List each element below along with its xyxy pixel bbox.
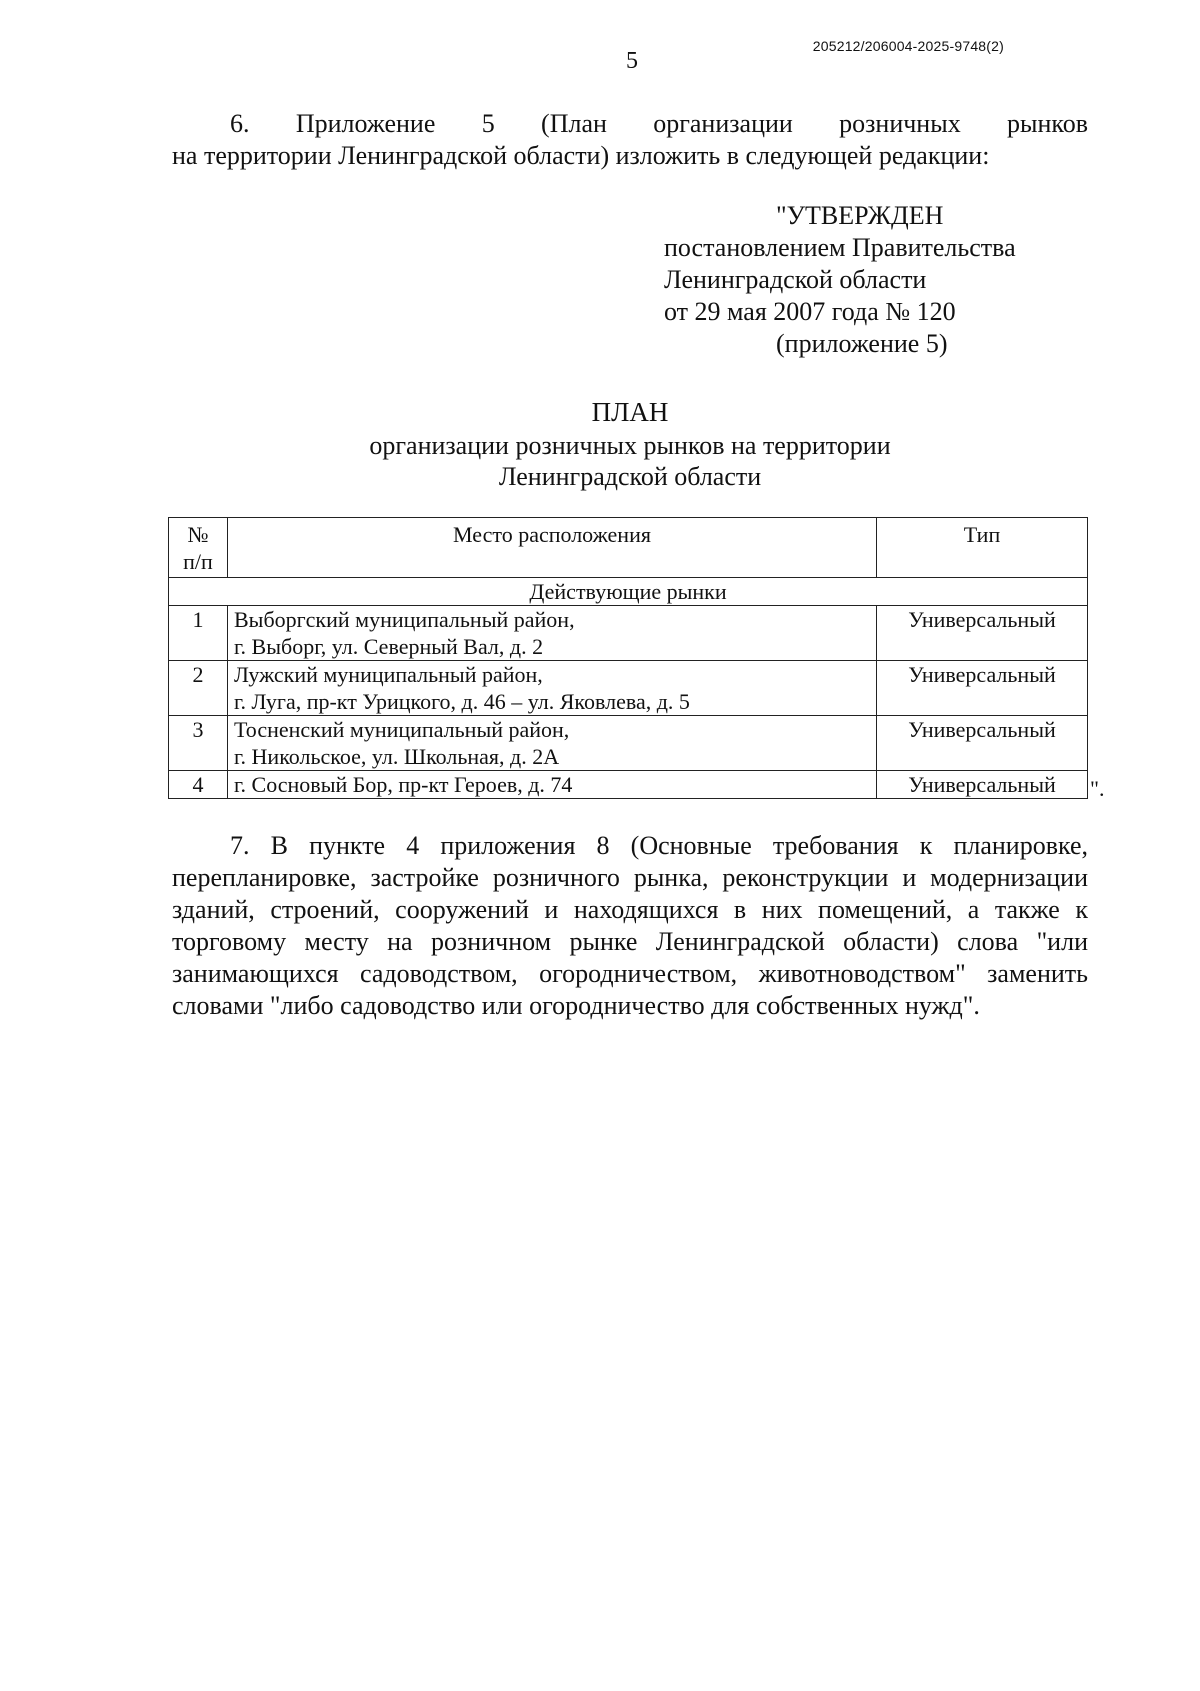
row-type: Универсальный — [877, 661, 1088, 716]
markets-table — [168, 517, 1088, 799]
row-type: Универсальный — [877, 716, 1088, 771]
approval-line-4: от 29 мая 2007 года № 120 — [664, 297, 956, 326]
table-row — [169, 716, 1088, 771]
row-number: 4 — [169, 771, 228, 799]
row-number: 1 — [169, 606, 228, 661]
header-type: Тип — [877, 518, 1088, 578]
item-6-paragraph — [172, 108, 1088, 172]
approval-title: "УТВЕРЖДЕН — [776, 201, 944, 230]
plan-heading — [172, 394, 1088, 492]
closing-quote: ". — [1090, 776, 1105, 801]
approval-line-2: постановлением Правительства — [664, 233, 1016, 262]
row-type: Универсальный — [877, 606, 1088, 661]
table-row — [169, 771, 1088, 799]
item-7-text: 7. В пункте 4 приложения 8 (Основные требования к планировке, перепланировке, застройке розничного рынка, реконструкции и модернизации зданий, строений, сооружений и находящихся в них помещений, а также к торговому месту на розничном рынке Ленинградской области) слова "или занимающихся садоводством, огородничеством, животноводством" заменить словами "либо садоводство или огородничество для собственных нужд". — [172, 831, 1088, 1020]
table-row — [169, 606, 1088, 661]
row-type: Универсальный — [877, 771, 1088, 799]
row-number: 2 — [169, 661, 228, 716]
item-6-line-2: на территории Ленинградской области) изложить в следующей редакции: — [172, 141, 990, 170]
row-location: Лужский муниципальный район, г. Луга, пр-кт Урицкого, д. 46 – ул. Яковлева, д. 5 — [228, 661, 877, 716]
header-location: Место расположения — [228, 518, 877, 578]
approval-stamp — [664, 200, 1016, 360]
header-number: № п/п — [169, 518, 228, 578]
row-location: Выборгский муниципальный район, г. Выборг, ул. Северный Вал, д. 2 — [228, 606, 877, 661]
row-number: 3 — [169, 716, 228, 771]
table-header-row — [169, 518, 1088, 578]
table-row — [169, 661, 1088, 716]
plan-subtitle-line-1: организации розничных рынков на территории — [369, 431, 891, 460]
row-location: Тосненский муниципальный район, г. Никольское, ул. Школьная, д. 2А — [228, 716, 877, 771]
page-number: 5 — [626, 48, 638, 74]
item-7-paragraph — [172, 830, 1088, 1022]
section-label: Действующие рынки — [169, 578, 1088, 606]
document-id: 205212/206004-2025-9748(2) — [812, 38, 1004, 54]
plan-title: ПЛАН — [591, 397, 669, 427]
row-location: г. Сосновый Бор, пр-кт Героев, д. 74 — [228, 771, 877, 799]
plan-subtitle-line-2: Ленинградской области — [498, 462, 762, 491]
approval-line-3: Ленинградской области — [664, 265, 927, 294]
item-6-line-1: 6. Приложение 5 (План организации розничных рынков — [230, 109, 1088, 138]
section-row — [169, 578, 1088, 606]
approval-line-5: (приложение 5) — [776, 329, 948, 358]
